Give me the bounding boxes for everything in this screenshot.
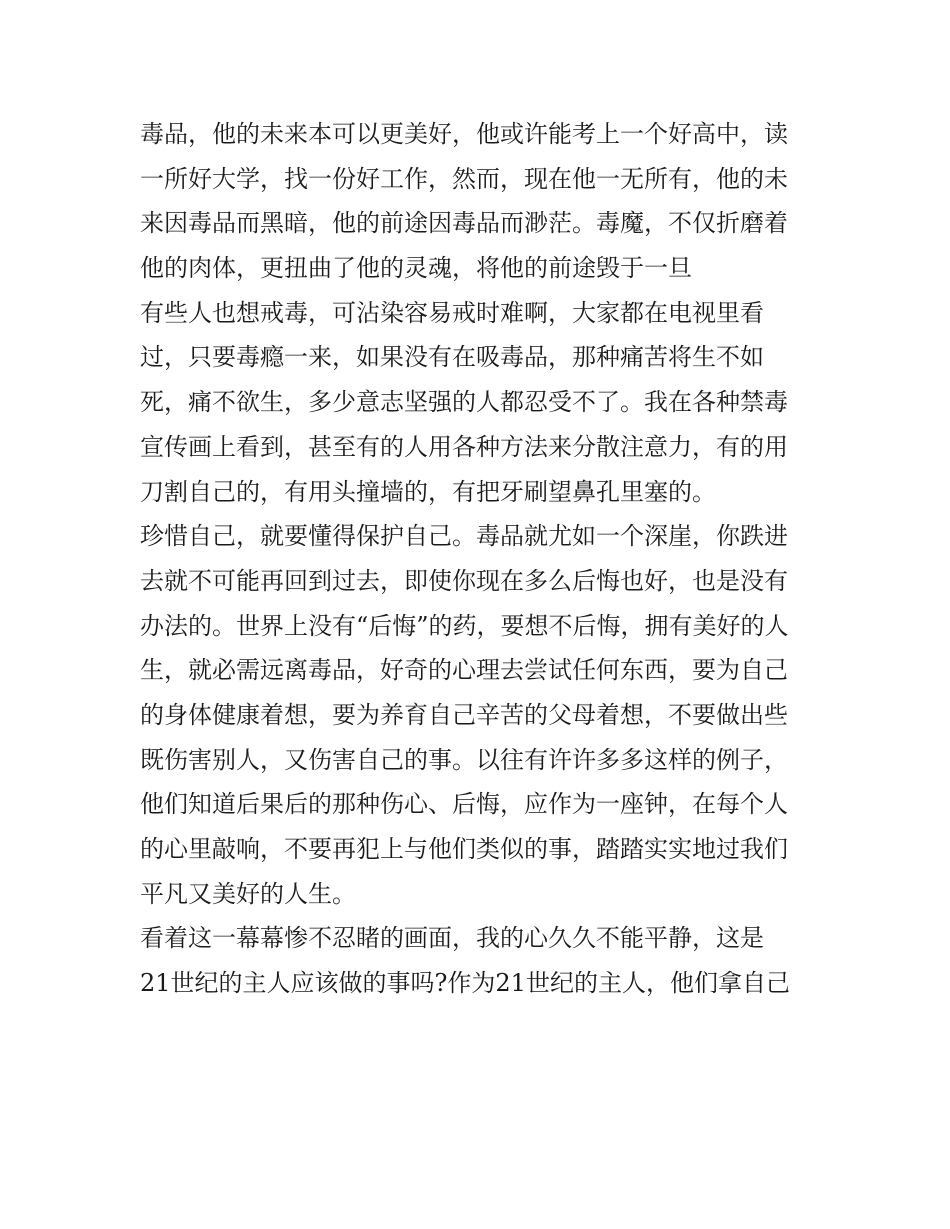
text-line: 的身体健康着想，要为养育自己辛苦的父母着想，不要做出些 xyxy=(140,700,788,729)
body-text xyxy=(140,112,820,1006)
text-line: 珍惜自己，就要懂得保护自己。毒品就尤如一个深崖，你跌进 xyxy=(140,522,788,551)
text-line: 毒品，他的未来本可以更美好，他或许能考上一个好高中，读 xyxy=(140,120,788,148)
text-line: 生，就必需远离毒品，好奇的心理去尝试任何东西，要为自己 xyxy=(140,656,788,685)
text-line: 来因毒品而黑暗，他的前途因毒品而渺茫。毒魔，不仅折磨着 xyxy=(140,209,788,238)
text-line: 去就不可能再回到过去，即使你现在多么后悔也好，也是没有 xyxy=(140,566,788,595)
text-line: 的心里敲响，不要再犯上与他们类似的事，踏踏实实地过我们 xyxy=(140,835,788,863)
text-line: 有些人也想戒毒，可沾染容易戒时难啊，大家都在电视里看 xyxy=(140,298,764,327)
text-line: 死，痛不欲生，多少意志坚强的人都忍受不了。我在各种禁毒 xyxy=(140,388,788,417)
text-line: 宣传画上看到，甚至有的人用各种方法来分散注意力，有的用 xyxy=(140,432,788,461)
text-line: 他们知道后果后的那种伤心、后悔，应作为一座钟，在每个人 xyxy=(140,790,788,819)
text-line: 一所好大学，找一份好工作，然而，现在他一无所有，他的未 xyxy=(140,164,788,193)
text-line: 刀割自己的，有用头撞墙的，有把牙刷望鼻孔里塞的。 xyxy=(140,477,716,506)
text-line: 看着这一幕幕惨不忍睹的画面，我的心久久不能平静，这是 xyxy=(140,924,764,953)
text-line: 他的肉体，更扭曲了他的灵魂，将他的前途毁于一旦 xyxy=(140,254,692,283)
text-line: 既伤害别人，又伤害自己的事。以往有许许多多这样的例子， xyxy=(140,745,788,774)
text-line: 过，只要毒瘾一来，如果没有在吸毒品，那种痛苦将生不如 xyxy=(140,343,764,372)
text-line: 平凡又美好的人生。 xyxy=(140,879,356,908)
text-line: 办法的。世界上没有“后悔”的药，要想不后悔，拥有美好的人 xyxy=(140,611,789,640)
text-line: 21世纪的主人应该做的事吗?作为21世纪的主人，他们拿自己 xyxy=(140,969,790,998)
